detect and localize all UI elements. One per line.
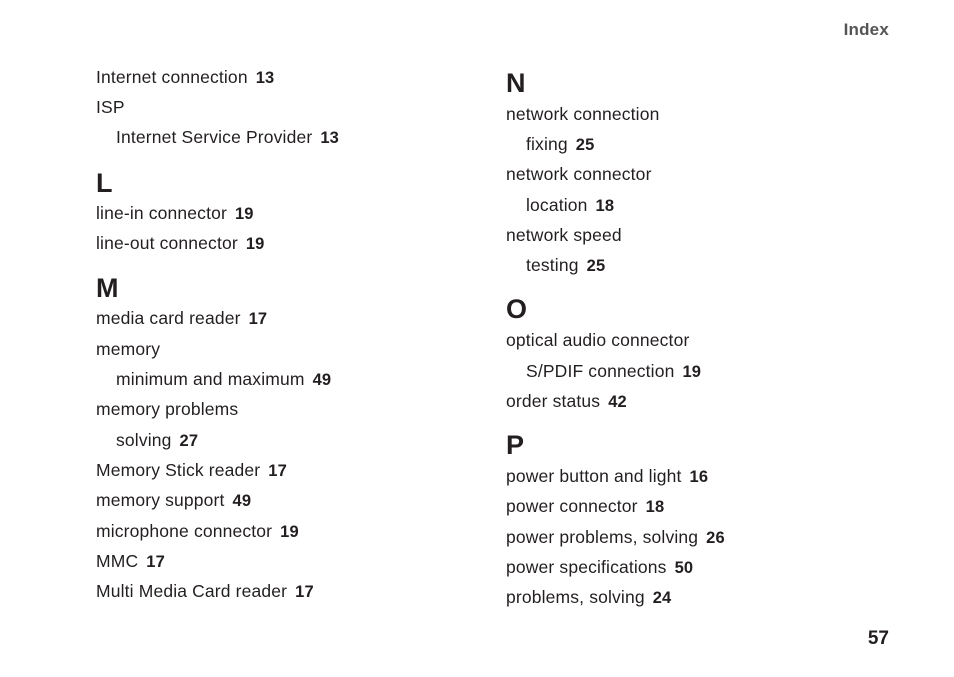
- index-entry: [96, 580, 314, 603]
- index-entry-term: memory: [96, 339, 161, 359]
- index-entry-term: order status: [506, 391, 601, 411]
- index-entry-term: testing: [526, 255, 579, 275]
- index-entry: [506, 390, 627, 413]
- index-entry-term: power problems, solving: [506, 527, 699, 547]
- index-entry-term: Memory Stick reader: [96, 460, 261, 480]
- index-entry-term: Multi Media Card reader: [96, 581, 288, 601]
- index-entry-term: minimum and maximum: [116, 369, 305, 389]
- index-subentry: [116, 429, 198, 452]
- index-page-ref: 17: [295, 583, 314, 601]
- index-entry: [96, 398, 238, 420]
- index-page-ref: 18: [595, 197, 615, 215]
- index-entry: [506, 224, 622, 246]
- page-number: 57: [867, 628, 889, 649]
- index-entry: [506, 556, 693, 579]
- index-entry: [506, 465, 708, 488]
- index-page-ref: 50: [674, 559, 694, 577]
- index-page-ref: 25: [586, 257, 606, 275]
- index-subentry: [116, 126, 339, 149]
- index-entry-term: optical audio connector: [506, 330, 690, 350]
- index-entry: [96, 550, 165, 573]
- index-section-letter: M: [96, 273, 119, 303]
- index-entry-term: media card reader: [96, 308, 241, 328]
- index-page-ref: 19: [234, 205, 254, 223]
- index-page-ref: 19: [245, 235, 265, 253]
- index-entry-term: network connection: [506, 104, 660, 124]
- index-page-ref: 18: [645, 498, 665, 516]
- index-page-ref: 16: [689, 468, 709, 486]
- index-entry: [96, 459, 287, 482]
- index-entry-term: location: [526, 195, 588, 215]
- index-entry: [96, 307, 267, 330]
- index-entry-term: memory problems: [96, 399, 239, 419]
- index-entry-term: MMC: [96, 551, 139, 571]
- index-page-ref: 24: [652, 589, 672, 607]
- index-entry: [96, 202, 254, 225]
- index-entry-term: microphone connector: [96, 521, 273, 541]
- index-section-letter: P: [506, 430, 525, 460]
- index-subentry: [526, 254, 605, 277]
- index-entry-term: network speed: [506, 225, 622, 245]
- index-entry-term: power connector: [506, 496, 638, 516]
- index-entry: [96, 338, 160, 360]
- index-entry-term: line-in connector: [96, 203, 227, 223]
- index-page-ref: 49: [232, 492, 252, 510]
- index-page-ref: 19: [280, 523, 299, 541]
- index-entry: [506, 526, 725, 549]
- index-subentry: [526, 360, 701, 383]
- index-page-ref: 26: [706, 529, 725, 547]
- index-page-ref: 13: [255, 69, 275, 87]
- index-entry-term: power specifications: [506, 557, 667, 577]
- index-entry: [506, 163, 652, 185]
- index-entry-term: network connector: [506, 164, 652, 184]
- index-entry-term: solving: [116, 430, 172, 450]
- index-subentry: [526, 194, 614, 217]
- index-entry: [96, 66, 274, 89]
- index-page-ref: 27: [179, 432, 199, 450]
- index-entry-term: line-out connector: [96, 233, 238, 253]
- index-entry: [96, 520, 299, 543]
- index-entry-term: Internet Service Provider: [116, 127, 313, 147]
- index-entry-term: problems, solving: [506, 587, 645, 607]
- index-page-ref: 49: [312, 371, 332, 389]
- index-page-ref: 17: [248, 310, 268, 328]
- index-subentry: [526, 133, 594, 156]
- index-page-ref: 13: [320, 129, 339, 147]
- index-subentry: [116, 368, 331, 391]
- index-entry-term: power button and light: [506, 466, 682, 486]
- index-entry-term: fixing: [526, 134, 568, 154]
- index-section-letter: L: [96, 168, 113, 198]
- index-page-ref: 17: [146, 553, 165, 571]
- index-entry: [96, 232, 264, 255]
- index-entry-term: memory support: [96, 490, 225, 510]
- index-page-ref: 42: [608, 393, 627, 411]
- index-section-letter: N: [506, 68, 526, 98]
- index-section-letter: O: [506, 294, 528, 324]
- index-entry: [506, 329, 689, 351]
- page-header-title: Index: [843, 20, 889, 39]
- index-entry: [506, 103, 659, 125]
- index-page-ref: 17: [268, 462, 287, 480]
- index-entry-term: ISP: [96, 97, 125, 117]
- index-entry: [506, 495, 664, 518]
- index-page-ref: 25: [575, 136, 595, 154]
- index-page-ref: 19: [682, 363, 702, 381]
- index-entry: [96, 96, 125, 118]
- index-entry-term: Internet connection: [96, 67, 248, 87]
- index-entry: [506, 586, 671, 609]
- index-entry: [96, 489, 251, 512]
- index-entry-term: S/PDIF connection: [526, 361, 675, 381]
